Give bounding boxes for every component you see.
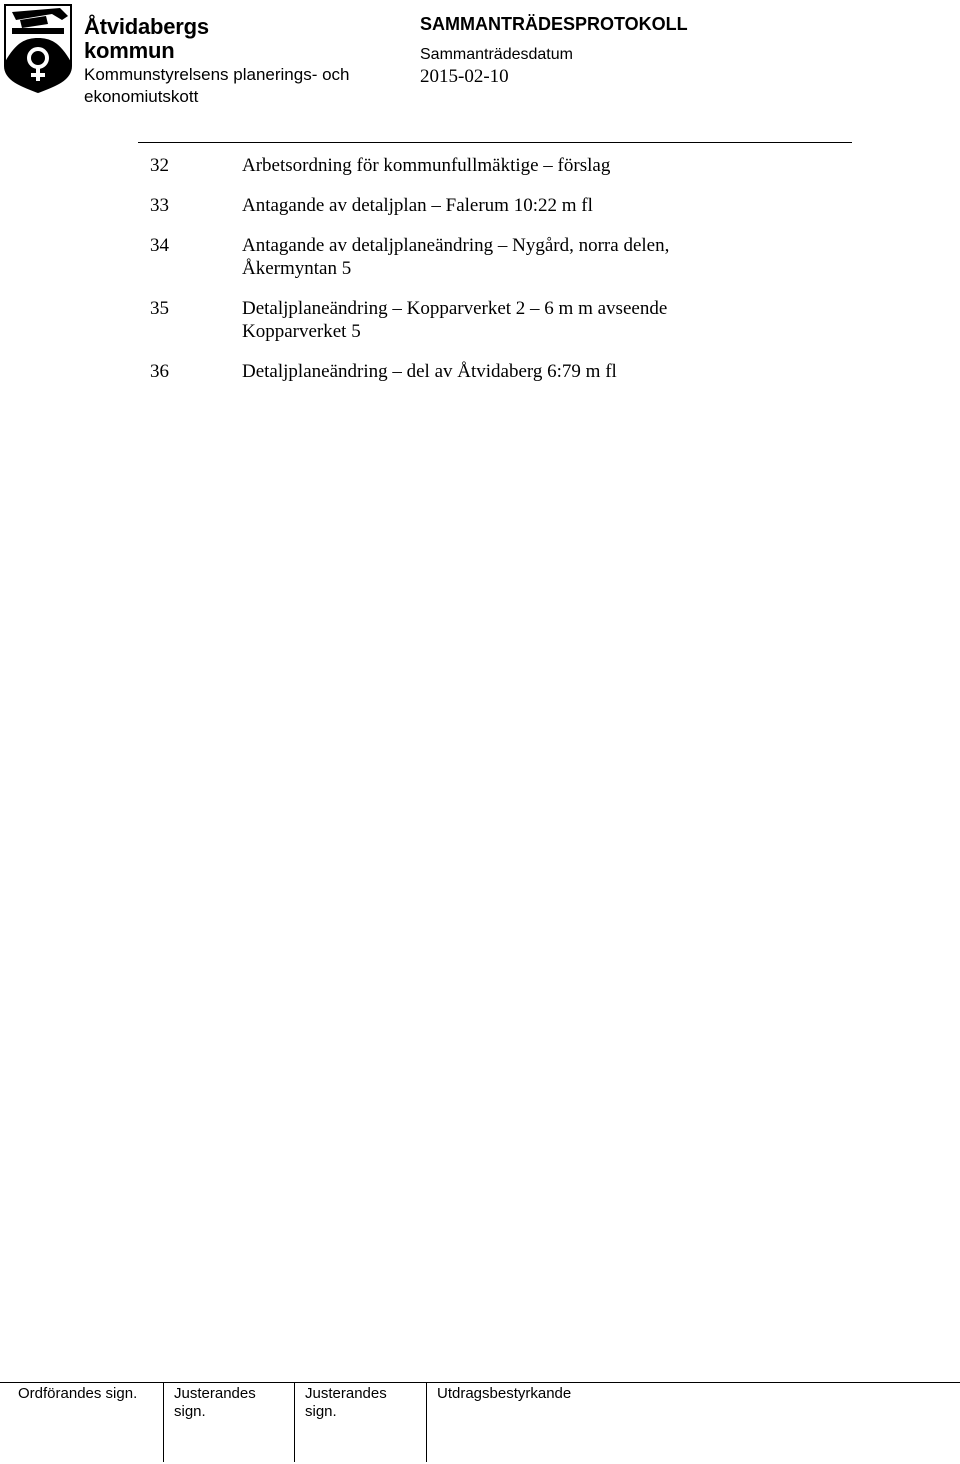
agenda-item-title [242,297,850,343]
agenda-item-title-line: Kopparverket 5 [242,321,361,342]
agenda-item [150,154,850,177]
adjuster1-signature-cell [163,1383,294,1462]
adjuster2-signature-cell [294,1383,426,1462]
agenda-item-title-line: Detaljplaneändring – Kopparverket 2 – 6 m m avseende [242,298,668,319]
agenda-item [150,194,850,217]
agenda-item-title [242,194,850,217]
agenda-item [150,360,850,383]
signature-footer [0,1382,960,1464]
committee-line2: ekonomiutskott [84,87,199,106]
agenda-list [150,154,850,400]
committee-line1: Kommunstyrelsens planerings- och [84,65,350,84]
agenda-item-number: 35 [150,298,169,319]
header-divider [138,142,852,143]
agenda-item [150,234,850,280]
agenda-item-number: 36 [150,361,169,382]
agenda-item-title-line: Antagande av detaljplan – Falerum 10:22 m fl [242,195,593,216]
extract-certification-label: Utdragsbestyrkande [437,1385,572,1402]
agenda-item-title-line: Antagande av detaljplaneändring – Nygård, norra delen, [242,235,670,256]
agenda-item-number: 33 [150,195,169,216]
meeting-date-label: Sammanträdesdatum [420,46,573,63]
extract-certification-cell [426,1383,960,1462]
document-type-title: SAMMANTRÄDESPROTOKOLL [420,14,688,34]
agenda-item-title-line: Detaljplaneändring – del av Åtvidaberg 6:79 m fl [242,361,617,382]
agenda-item-number: 32 [150,155,169,176]
org-name-line2: kommun [84,38,175,63]
agenda-item-number: 34 [150,235,169,256]
chair-signature-label: Ordförandes sign. [18,1385,138,1402]
agenda-item-title [242,154,850,177]
adjuster2-label-line2: sign. [305,1403,337,1420]
meeting-date-value: 2015-02-10 [420,66,509,87]
org-name-line1: Åtvidabergs [84,14,209,39]
adjuster1-label-line1: Justerandes [174,1385,256,1402]
adjuster2-label-line1: Justerandes [305,1385,387,1402]
agenda-item-title [242,360,850,383]
agenda-item-title [242,234,850,280]
municipal-coat-of-arms-icon [2,2,74,94]
chair-signature-cell [8,1383,163,1462]
agenda-item-title-line: Arbetsordning för kommunfullmäktige – förslag [242,155,611,176]
agenda-item [150,297,850,343]
organization-block [84,14,350,108]
agenda-item-title-line: Åkermyntan 5 [242,258,352,279]
adjuster1-label-line2: sign. [174,1403,206,1420]
